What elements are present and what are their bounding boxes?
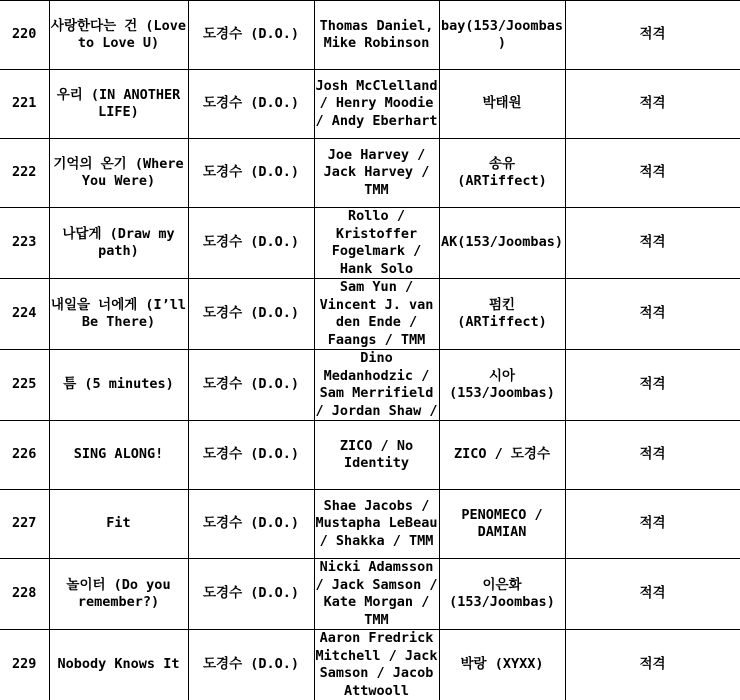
table-body	[0, 1, 740, 700]
song-title: 내일을 너에게 (I’ll Be There)	[49, 279, 188, 350]
song-composer: Rollo / Kristoffer Fogelmark / Hank Solo	[314, 208, 439, 279]
table-row	[0, 1, 740, 70]
song-artist: 도경수 (D.O.)	[188, 630, 314, 700]
song-title: Nobody Knows It	[49, 630, 188, 700]
table-row	[0, 559, 740, 630]
song-composer: Aaron Fredrick Mitchell / Jack Samson / Jacob Attwooll	[314, 630, 439, 700]
song-arranger: 박랑 (XYXX)	[439, 630, 565, 700]
song-number: 222	[0, 139, 49, 208]
song-number: 223	[0, 208, 49, 279]
song-arranger: AK(153/Joombas)	[439, 208, 565, 279]
song-composer: Josh McClelland / Henry Moodie / Andy Eberhart	[314, 70, 439, 139]
song-artist: 도경수 (D.O.)	[188, 279, 314, 350]
review-verdict: 적격	[565, 350, 740, 421]
review-verdict: 적격	[565, 421, 740, 490]
table-row	[0, 208, 740, 279]
song-number: 221	[0, 70, 49, 139]
table-row	[0, 630, 740, 700]
song-arranger: ZICO / 도경수	[439, 421, 565, 490]
song-composer: Nicki Adamsson / Jack Samson / Kate Morgan / TMM	[314, 559, 439, 630]
song-artist: 도경수 (D.O.)	[188, 350, 314, 421]
song-arranger: PENOMECO / DAMIAN	[439, 490, 565, 559]
song-title: 기억의 온기 (Where You Were)	[49, 139, 188, 208]
table-row	[0, 490, 740, 559]
song-composer: ZICO / No Identity	[314, 421, 439, 490]
song-artist: 도경수 (D.O.)	[188, 70, 314, 139]
review-verdict: 적격	[565, 490, 740, 559]
review-verdict: 적격	[565, 1, 740, 70]
song-artist: 도경수 (D.O.)	[188, 490, 314, 559]
table-row	[0, 421, 740, 490]
song-artist: 도경수 (D.O.)	[188, 421, 314, 490]
review-verdict: 적격	[565, 630, 740, 700]
song-composer: Joe Harvey / Jack Harvey / TMM	[314, 139, 439, 208]
review-verdict: 적격	[565, 279, 740, 350]
table-row	[0, 279, 740, 350]
song-title: 틈 (5 minutes)	[49, 350, 188, 421]
review-verdict: 적격	[565, 208, 740, 279]
song-artist: 도경수 (D.O.)	[188, 559, 314, 630]
song-arranger: bay(153/Joombas)	[439, 1, 565, 70]
song-composer: Sam Yun / Vincent J. van den Ende / Faangs / TMM	[314, 279, 439, 350]
song-composer: Shae Jacobs / Mustapha LeBeau / Shakka / TMM	[314, 490, 439, 559]
song-number: 226	[0, 421, 49, 490]
song-artist: 도경수 (D.O.)	[188, 1, 314, 70]
song-composer: Dino Medanhodzic / Sam Merrifield / Jordan Shaw /	[314, 350, 439, 421]
song-number: 220	[0, 1, 49, 70]
song-artist: 도경수 (D.O.)	[188, 208, 314, 279]
song-arranger: 박태원	[439, 70, 565, 139]
table-row	[0, 350, 740, 421]
song-number: 227	[0, 490, 49, 559]
review-verdict: 적격	[565, 139, 740, 208]
song-title: SING ALONG!	[49, 421, 188, 490]
song-number: 229	[0, 630, 49, 700]
song-arranger: 펌킨 (ARTiffect)	[439, 279, 565, 350]
table-row	[0, 139, 740, 208]
song-composer: Thomas Daniel, Mike Robinson	[314, 1, 439, 70]
song-title: 나답게 (Draw my path)	[49, 208, 188, 279]
song-number: 224	[0, 279, 49, 350]
song-arranger: 이은화 (153/Joombas)	[439, 559, 565, 630]
song-title: Fit	[49, 490, 188, 559]
review-verdict: 적격	[565, 559, 740, 630]
song-title: 사랑한다는 건 (Love to Love U)	[49, 1, 188, 70]
song-arranger: 시아 (153/Joombas)	[439, 350, 565, 421]
song-artist: 도경수 (D.O.)	[188, 139, 314, 208]
song-title: 놀이터 (Do you remember?)	[49, 559, 188, 630]
song-number: 228	[0, 559, 49, 630]
review-verdict: 적격	[565, 70, 740, 139]
song-title: 우리 (IN ANOTHER LIFE)	[49, 70, 188, 139]
table-row	[0, 70, 740, 139]
song-number: 225	[0, 350, 49, 421]
song-arranger: 송유 (ARTiffect)	[439, 139, 565, 208]
